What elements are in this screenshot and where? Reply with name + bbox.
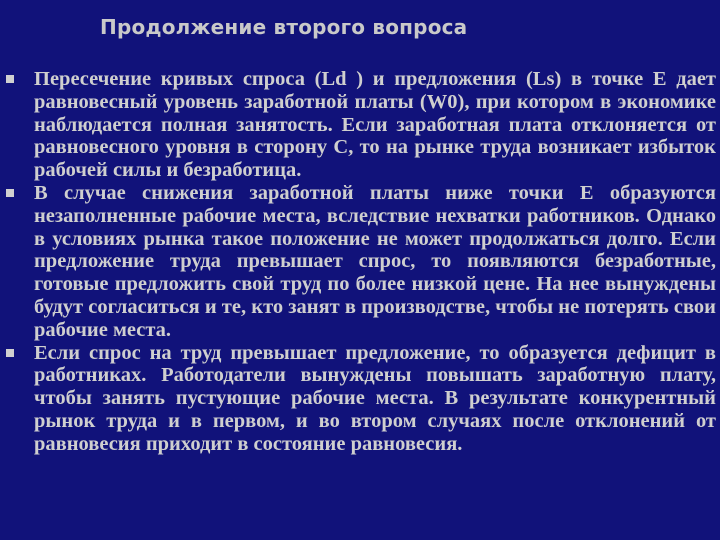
bullet-item-3 [0, 342, 720, 456]
square-bullet-icon [6, 75, 14, 83]
square-bullet-icon [6, 349, 14, 357]
square-bullet-icon [6, 189, 14, 197]
bullet-item-2 [0, 182, 720, 342]
bullet-text-1: Пересечение кривых спроса (Ld ) и предложения (Ls) в точке Е дает равновесный уровень заработной платы (W0), при котором в экономике наблюдается полная занятость. Если заработная плата отклоняется от равновесного уровня в сторону С, то на рынке труда возникает избыток рабочей силы и безработица. [34, 68, 716, 182]
slide-title: Продолжение второго вопроса [100, 15, 468, 39]
bullet-list [0, 68, 720, 456]
bullet-item-1 [0, 68, 720, 182]
bullet-text-2: В случае снижения заработной платы ниже точки Е образуются незаполненные рабочие места, вследствие нехватки работников. Однако в условиях рынка такое положение не может продолжаться долго. Если предложение труда превышает спрос, то появляются безработные, готовые предложить свой труд по более низкой цене. На нее вынуждены будут согласиться и те, кто занят в производстве, чтобы не потерять свои рабочие места. [34, 181, 716, 341]
bullet-text-3: Если спрос на труд превышает предложение, то образуется дефицит в работниках. Работодатели вынуждены повышать заработную плату, чтобы занять пустующие рабочие места. В результате конкурентный рынок труда и в первом, и во втором случаях после отклонений от равновесия приходит в состояние равновесия. [34, 341, 716, 455]
